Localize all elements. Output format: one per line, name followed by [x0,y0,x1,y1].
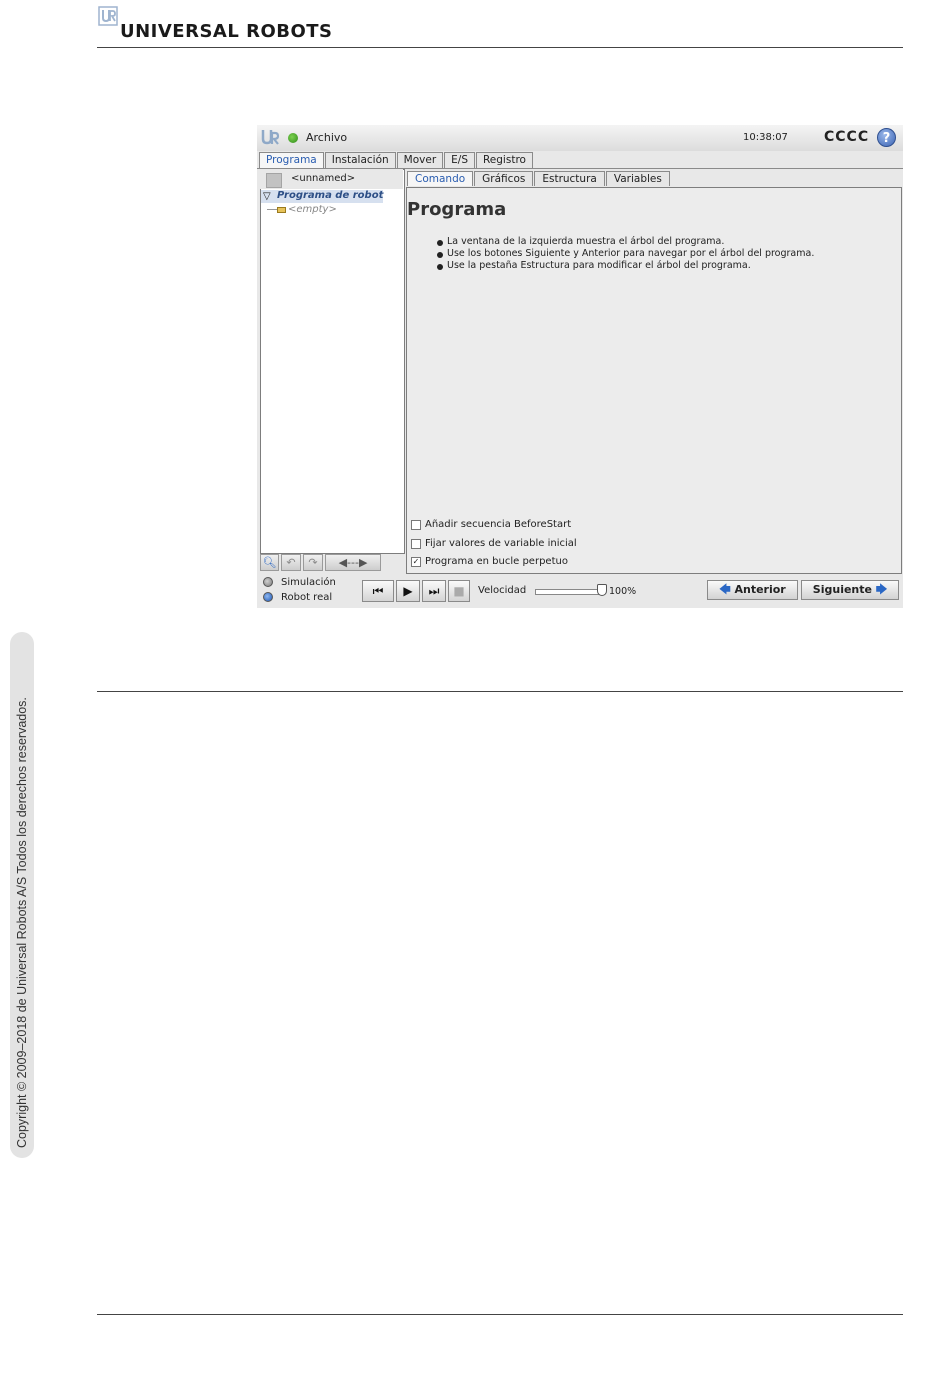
section-divider [97,691,903,692]
file-menu[interactable]: Archivo [306,131,348,144]
play-icon: ▶ [403,584,413,598]
redo-icon[interactable]: ↷ [303,554,323,571]
step-button[interactable] [422,580,446,602]
tab-comando[interactable]: Comando [407,171,473,186]
real-robot-radio[interactable] [263,592,273,602]
arrow-right-icon: 🡆 [875,583,888,596]
before-start-checkbox[interactable] [411,520,421,530]
before-start-option[interactable] [411,519,571,530]
program-tree-panel [260,169,405,554]
initial-vars-checkbox[interactable] [411,539,421,549]
tab-variables[interactable]: Variables [606,171,670,186]
tree-connector [267,209,277,210]
rewind-button[interactable] [362,580,394,602]
stop-icon: ■ [453,584,465,598]
ur-app-icon[interactable] [260,128,280,147]
previous-label: Anterior [734,583,786,596]
speed-value: 100% [609,586,637,597]
tree-root-label[interactable]: Programa de robot [277,190,384,201]
previous-button[interactable] [707,580,798,600]
expand-triangle-icon[interactable]: ▽ [263,191,271,202]
speed-slider-handle[interactable] [597,584,607,596]
initial-vars-option[interactable] [411,538,577,549]
initial-vars-label: Fijar valores de variable inicial [425,538,577,549]
instruction-list [433,236,883,272]
instruction-item: Use los botones Siguiente y Anterior para navegar por el árbol del programa. [433,248,883,260]
play-button[interactable] [396,580,420,602]
tree-toolbar [260,554,405,572]
real-robot-label: Robot real [281,592,333,603]
ur-logo-icon [98,6,118,26]
step-icon: ⏭ [428,584,440,598]
sub-tabs [407,171,671,187]
magnifier-icon[interactable]: 🔍︎ [260,554,279,571]
arrow-left-icon: 🡄 [719,583,731,596]
next-label: Siguiente [812,583,872,596]
next-button[interactable] [801,580,899,600]
empty-node-icon [277,207,286,213]
help-icon[interactable]: ? [877,128,896,147]
loop-forever-option[interactable] [411,556,568,567]
speed-slider-track[interactable] [535,589,603,595]
tab-mover[interactable]: Mover [397,152,443,168]
instruction-item: Use la pestaña Estructura para modificar el árbol del programa. [433,260,883,272]
move-node-button[interactable]: ◀---▶ [325,554,381,571]
speed-label: Velocidad [478,585,527,596]
robot-name: CCCC [824,129,870,145]
loop-forever-label: Programa en bucle perpetuo [425,556,568,567]
polyscope-window [257,125,903,608]
stop-button[interactable] [448,580,470,602]
simulation-radio[interactable] [263,577,273,587]
status-indicator [288,133,298,143]
program-name: <unnamed> [291,173,356,184]
clock: 10:38:07 [743,132,788,143]
tab-es[interactable]: E/S [444,152,475,168]
header-divider [97,47,903,48]
before-start-label: Añadir secuencia BeforeStart [425,519,572,530]
undo-icon[interactable]: ↶ [281,554,301,571]
tab-estructura[interactable]: Estructura [534,171,605,186]
footer-divider [97,1314,903,1315]
save-icon[interactable] [266,173,282,188]
tab-registro[interactable]: Registro [476,152,533,168]
main-tabs [259,152,534,168]
tab-instalacion[interactable]: Instalación [325,152,396,168]
loop-forever-checkbox[interactable]: ✓ [412,556,420,566]
command-title: Programa [407,199,507,220]
copyright-tab [10,632,34,1158]
rewind-icon: ⏮ [372,584,384,598]
brand-name: UNIVERSAL ROBOTS [120,21,333,42]
tab-graficos[interactable]: Gráficos [474,171,533,186]
copyright-text: Copyright © 2009–2018 de Universal Robots A/S Todos los derechos reservados. [15,697,29,1148]
tab-programa[interactable]: Programa [259,152,324,169]
top-bar [257,125,903,151]
simulation-label: Simulación [281,577,336,588]
tree-empty-node[interactable]: <empty> [288,204,337,215]
instruction-item: La ventana de la izquierda muestra el árbol del programa. [433,236,883,248]
